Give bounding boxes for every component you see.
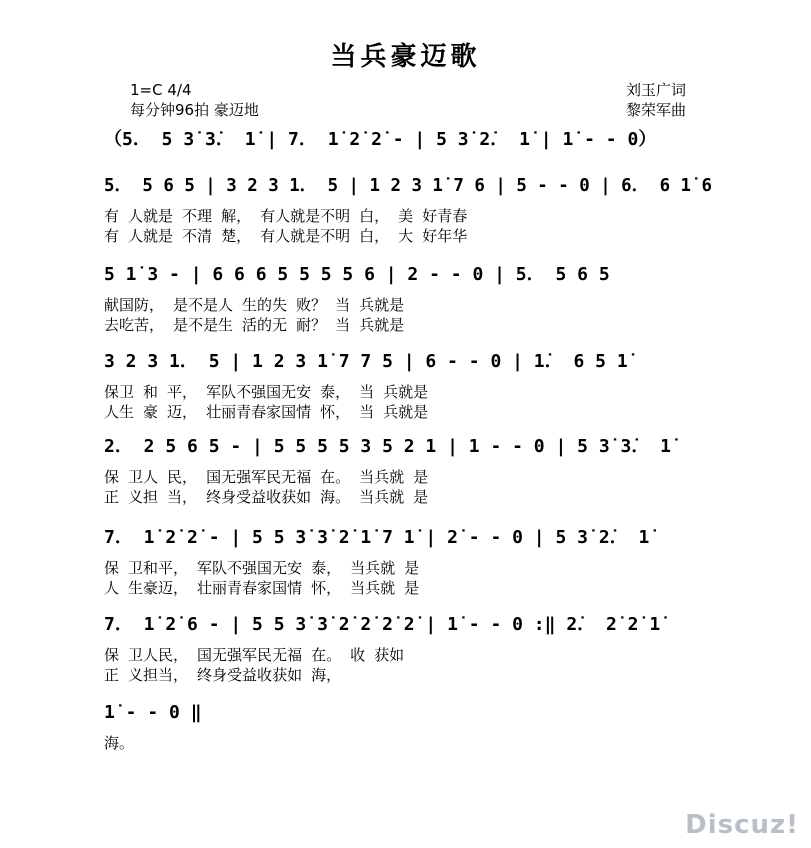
lyric-line: 保 卫和平， 军队不强国无安 泰， 当兵就 是 bbox=[104, 559, 420, 577]
lyricist: 刘玉广词 bbox=[626, 81, 687, 99]
notation-row: 5． 5 6 5 | 3 2 3 1． 5 | 1 2 3 1̇ 7 6 | 5 - - 0 | 6． 6 1̇ 6 bbox=[104, 175, 712, 196]
composer: 黎荣军曲 bbox=[626, 101, 687, 119]
notation-row: （5． 5 3̇ 3̇． 1̇ | 7． 1̇ 2̇ 2̇ - | 5 3̇ 2̇． 1̇ | 1̇ - - 0） bbox=[104, 129, 657, 150]
notation-row: 3 2 3 1． 5 | 1 2 3 1̇ 7 7 5 | 6 - - 0 | 1̇． 6 5 1̇ bbox=[104, 351, 628, 372]
lyric-line: 保 卫人民， 国无强军民无福 在。 收 获如 bbox=[104, 646, 405, 664]
lyric-line: 海。 bbox=[104, 734, 135, 752]
lyric-line: 保卫 和 平， 军队不强国无安 泰， 当 兵就是 bbox=[104, 383, 429, 401]
notation-row: 7． 1̇ 2̇ 2̇ - | 5 5 3̇ 3̇ 2̇ 1̇ 7 1̇ | 2̇ - - 0 | 5 3̇ 2̇． 1̇ bbox=[104, 527, 650, 548]
lyric-line: 人生 豪 迈， 壮丽青春家国情 怀， 当 兵就是 bbox=[104, 403, 429, 421]
lyric-line: 正 义担 当， 终身受益收获如 海。 当兵就 是 bbox=[104, 488, 429, 506]
lyric-line: 去吃苦， 是不是生 活的无 耐？ 当 兵就是 bbox=[104, 316, 405, 334]
notation-row: 1̇ - - 0 ‖ bbox=[104, 702, 202, 723]
lyric-line: 正 义担当， 终身受益收获如 海， bbox=[104, 666, 342, 684]
key-signature: 1=C 4/4 bbox=[130, 81, 192, 99]
watermark: Discuz! bbox=[685, 810, 799, 840]
lyric-line: 有 人就是 不理 解， 有人就是不明 白， 美 好青春 bbox=[104, 207, 468, 225]
tempo-marking: 每分钟96拍 豪迈地 bbox=[130, 101, 259, 119]
lyric-line: 人 生豪迈， 壮丽青春家国情 怀， 当兵就 是 bbox=[104, 579, 420, 597]
lyric-line: 保 卫人 民， 国无强军民无福 在。 当兵就 是 bbox=[104, 468, 429, 486]
notation-row: 2． 2 5 6 5 - | 5 5 5 5 3 5 2 1 | 1 - - 0 | 5 3̇ 3̇． 1̇ bbox=[104, 436, 672, 457]
notation-row: 5 1̇ 3 - | 6 6 6 5 5 5 5 6 | 2 - - 0 | 5． 5 6 5 bbox=[104, 264, 610, 285]
lyric-line: 献国防， 是不是人 生的失 败？ 当 兵就是 bbox=[104, 296, 405, 314]
notation-row: 7． 1̇ 2̇ 6 - | 5 5 3̇ 3̇ 2̇ 2̇ 2̇ 2̇ | 1̇ - - 0 :‖ 2̇． 2̇ 2̇ 1̇ bbox=[104, 614, 661, 635]
lyric-line: 有 人就是 不清 楚， 有人就是不明 白， 大 好年华 bbox=[104, 227, 468, 245]
song-title: 当兵豪迈歌 bbox=[330, 42, 481, 72]
